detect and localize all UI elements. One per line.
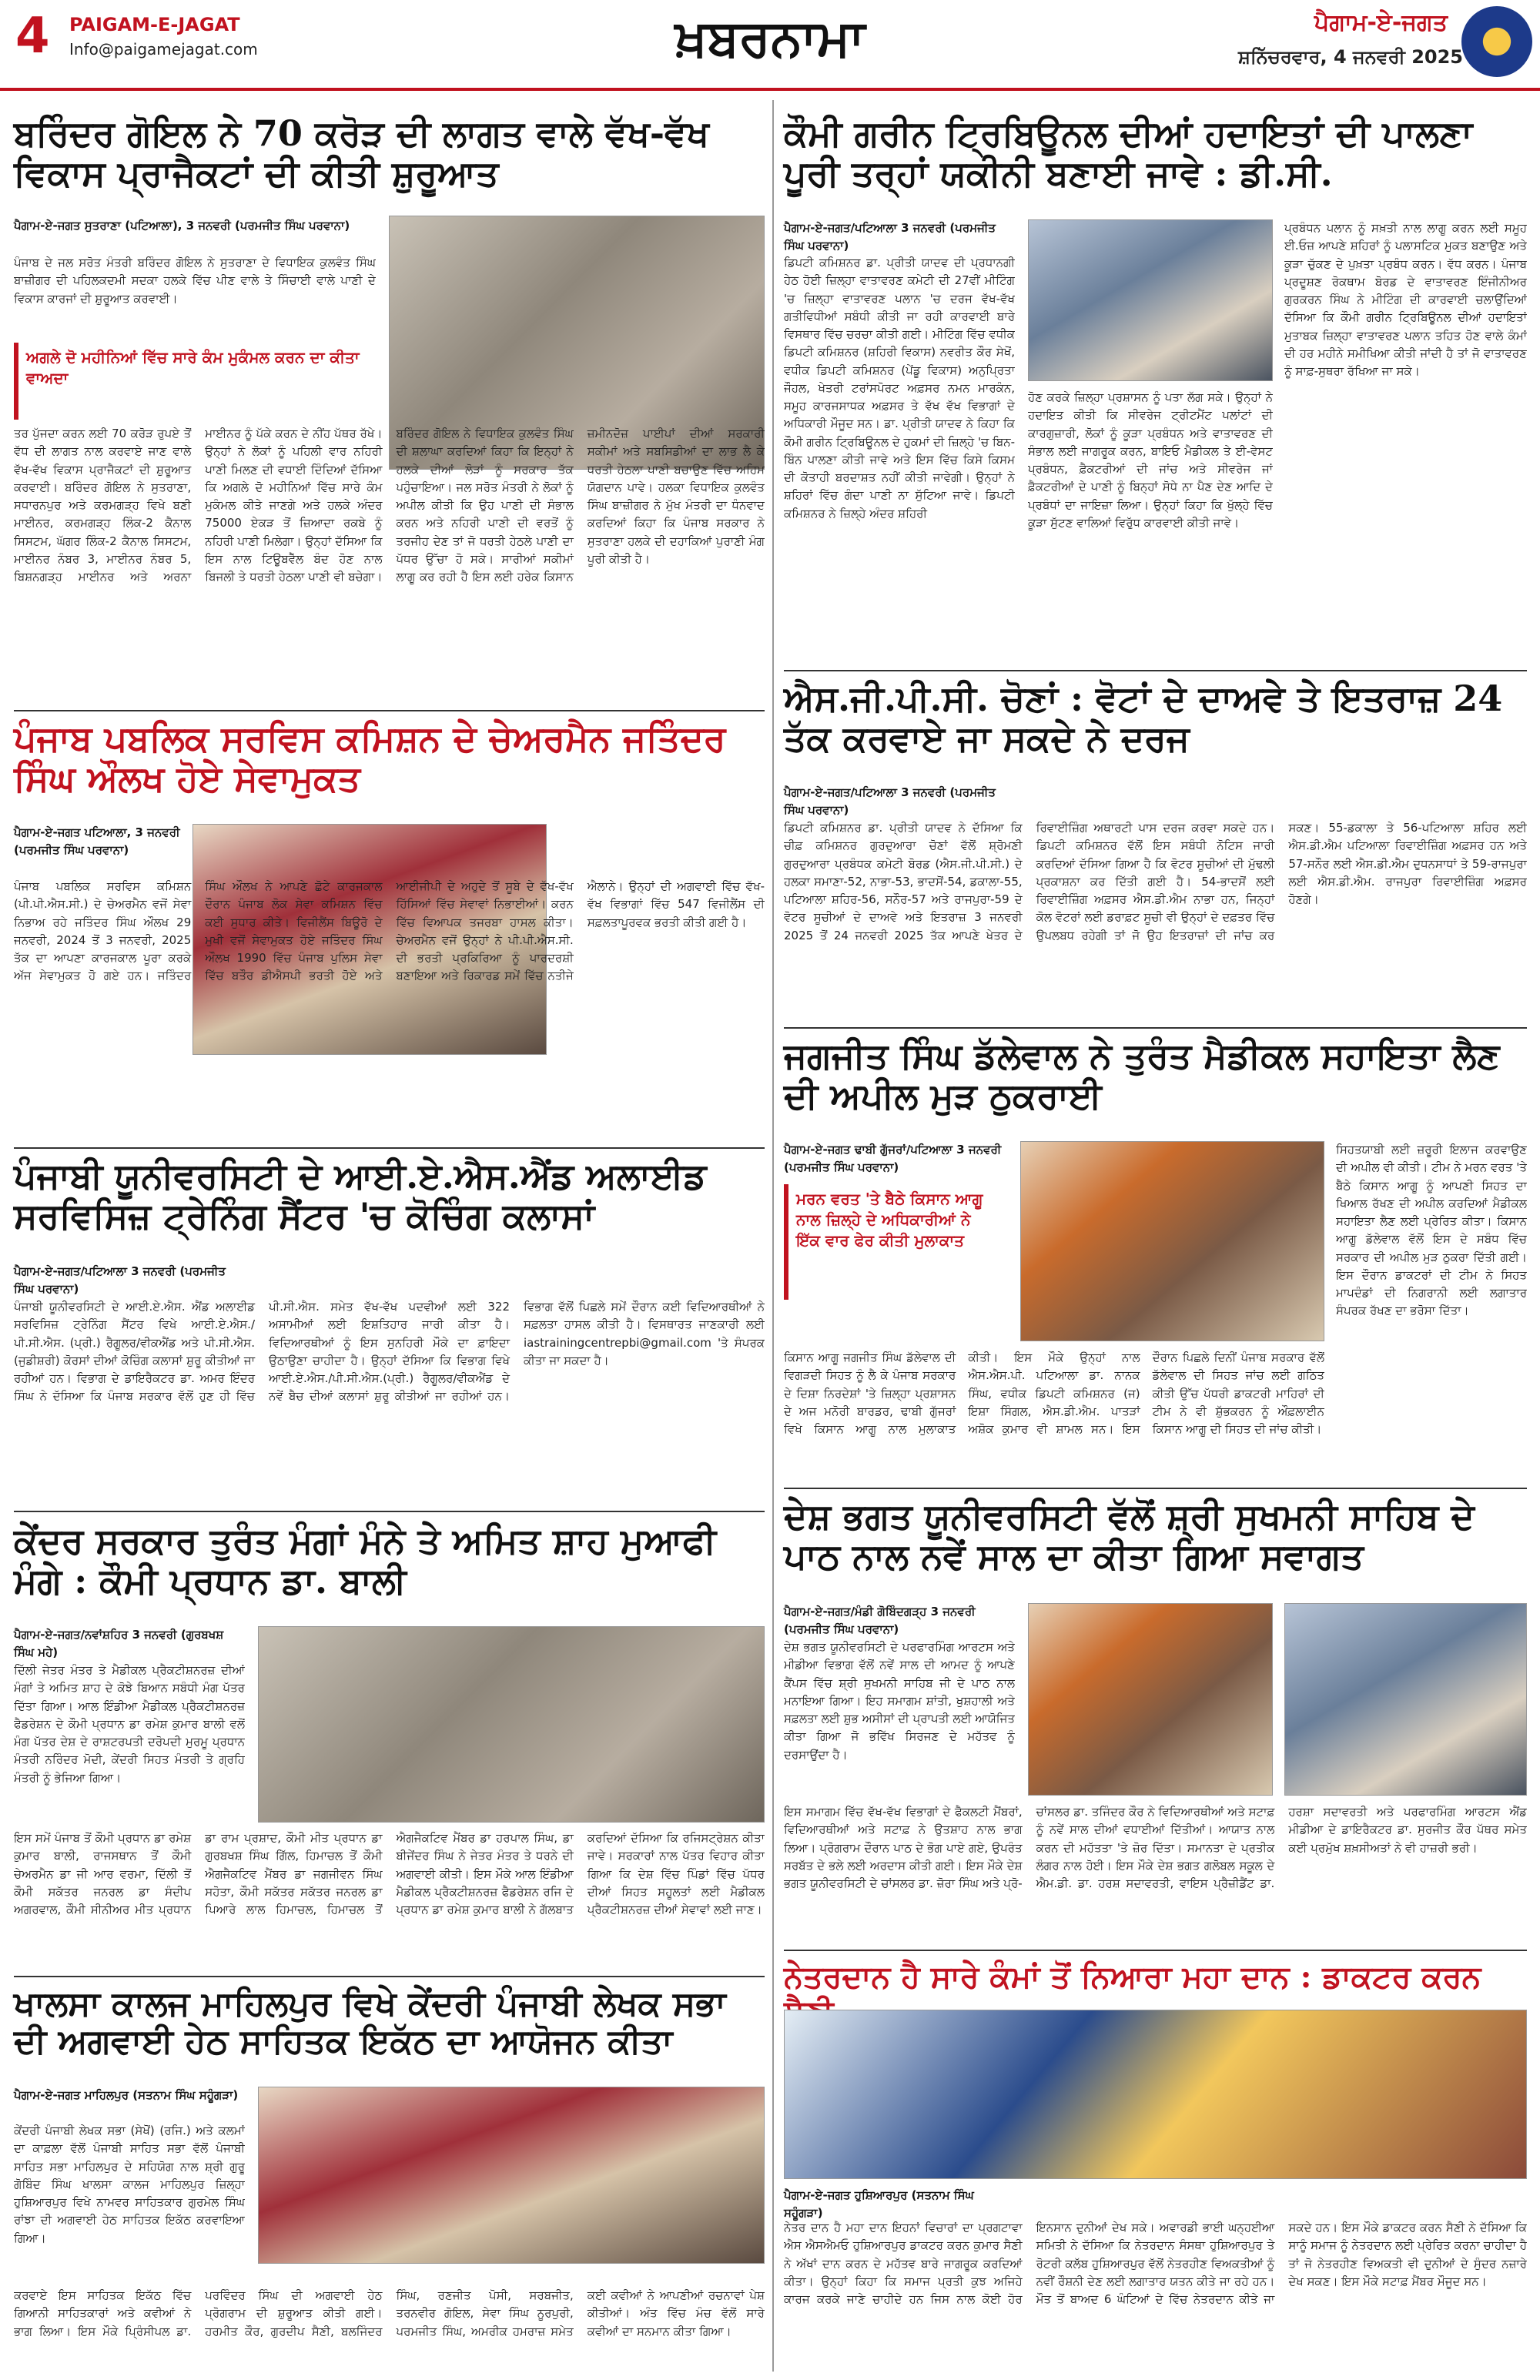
a6-dateline: ਪੈਗਾਮ-ਏ-ਜਗਤ/ਪਟਿਆਲਾ 3 ਜਨਵਰੀ (ਪਰਮਜੀਤ ਸਿੰਘ ਪਰਵਾਨਾ) xyxy=(14,1264,226,1296)
divider xyxy=(784,1027,1527,1029)
a9-dateline: ਪੈਗਾਮ-ਏ-ਜਗਤ ਹੁਸ਼ਿਆਰਪੁਰ (ਸਤਨਾਮ ਸਿੰਘ ਸਹੂੰਗੜਾ) xyxy=(784,2188,974,2220)
issue-date: ਸ਼ਨਿੱਚਰਵਾਰ, 4 ਜਨਵਰੀ 2025 xyxy=(1237,46,1463,68)
a6-headline: ਪੰਜਾਬੀ ਯੂਨੀਵਰਸਿਟੀ ਦੇ ਆਈ.ਏ.ਐਸ.ਐਂਡ ਅਲਾਈਡ ਸਰਵਿਸਿਜ਼ ਟ੍ਰੇਨਿੰਗ ਸੈਂਟਰ 'ਚ ਕੋਚਿੰਗ ਕਲਾਸਾਂ xyxy=(14,1155,707,1237)
a5-body-left: ਕਿਸਾਨ ਆਗੂ ਜਗਜੀਤ ਸਿੰਘ ਡੱਲੇਵਾਲ ਦੀ ਵਿਗੜਦੀ ਸਿਹਤ ਨੂੰ ਲੈ ਕੇ ਪੰਜਾਬ ਸਰਕਾਰ ਦੇ ਦਿਸ਼ਾ ਨਿਰਦੇਸ਼ਾਂ 'ਤੇ ਜ਼ਿਲ੍ਹਾ ਪ੍ਰਸ਼ਾਸਨ ਦੇ ਅਜ ਮਨੋਰੀ ਬਾਰਡਰ, ਢਾਬੀ ਗੁੱਜਰਾਂ ਵਿਖੇ ਕਿਸਾਨ ਆਗੂ ਨਾਲ ਮੁਲਾਕਾਤ ਕੀਤੀ। ਇਸ ਮੌਕੇ ਉਨ੍ਹਾਂ ਨਾਲ ਐਸ.ਐਸ.ਪੀ. ਪਟਿਆਲਾ ਡਾ. ਨਾਨਕ ਸਿੰਘ, ਵਧੀਕ ਡਿਪਟੀ ਕਮਿਸ਼ਨਰ (ਜ) ਇਸ਼ਾ ਸਿੰਗਲ, ਐਸ.ਡੀ.ਐਮ. ਪਾਤੜਾਂ ਅਸ਼ੋਕ ਕੁਮਾਰ ਵੀ ਸ਼ਾਮਲ ਸਨ। ਇਸ ਦੌਰਾਨ ਪਿਛਲੇ ਦਿਨੀਂ ਪੰਜਾਬ ਸਰਕਾਰ ਵੱਲੋਂ ਡੱਲੇਵਾਲ ਦੀ ਸਿਹਤ ਜਾਂਚ ਲਈ ਗਠਿਤ ਕੀਤੀ ਉੱਚ ਪੱਧਰੀ ਡਾਕਟਰੀ ਮਾਹਿਰਾਂ ਦੀ ਟੀਮ ਨੇ ਵੀ ਸ਼ੁੱਭਕਰਨ ਨੂੰ ਔਫ਼ਲਾਈਨ ਕਿਸਾਨ ਆਗੂ ਦੀ ਸਿਹਤ ਦੀ ਜਾਂਚ ਕੀਤੀ। xyxy=(784,1351,1324,1436)
a1-callout: ਅਗਲੇ ਦੋ ਮਹੀਨਿਆਂ ਵਿੱਚ ਸਾਰੇ ਕੰਮ ਮੁਕੰਮਲ ਕਰਨ ਦਾ ਕੀਤਾ ਵਾਅਦਾ xyxy=(14,343,376,420)
a10-photo xyxy=(258,2087,765,2264)
a1-body: ਤਰ ਪੁੱਜਦਾ ਕਰਨ ਲਈ 70 ਕਰੋੜ ਰੁਪਏ ਤੋਂ ਵੱਧ ਦੀ ਲਾਗਤ ਨਾਲ ਕਰਵਾਏ ਜਾਣ ਵਾਲੇ ਵੱਖ-ਵੱਖ ਵਿਕਾਸ ਪ੍ਰਾਜੈਕਟਾਂ ਦੀ ਸ਼ੁਰੂਆਤ ਕਰਵਾਈ। ਬਰਿੰਦਰ ਗੋਇਲ ਨੇ ਸੁਤਰਾਣਾ, ਸਧਾਰਨਪੁਰ ਅਤੇ ਕਰਮਗੜ੍ਹ ਵਿਖੇ ਬਣੀ ਮਾਈਨਰ, ਕਰਮਗੜ੍ਹ ਲਿੰਕ-2 ਕੈਨਾਲ ਸਿਸਟਮ, ਘੱਗਰ ਲਿੰਕ-2 ਕੈਨਾਲ ਸਿਸਟਮ, ਮਾਈਨਰ ਨੰਬਰ 3, ਮਾਈਨਰ ਨੰਬਰ 5, ਬਿਸ਼ਨਗੜ੍ਹ ਮਾਈਨਰ ਅਤੇ ਅਰਨਾ ਮਾਈਨਰ ਨੂੰ ਪੱਕੇ ਕਰਨ ਦੇ ਨੀਂਹ ਪੱਥਰ ਰੱਖੇ। ਉਨ੍ਹਾਂ ਨੇ ਲੋਕਾਂ ਨੂੰ ਪਹਿਲੀ ਵਾਰ ਨਹਿਰੀ ਪਾਣੀ ਮਿਲਣ ਦੀ ਵਧਾਈ ਦਿੰਦਿਆਂ ਦੱਸਿਆ ਕਿ ਅਗਲੇ ਦੋ ਮਹੀਨਿਆਂ ਵਿੱਚ ਸਾਰੇ ਕੰਮ ਮੁਕੰਮਲ ਕੀਤੇ ਜਾਣਗੇ ਅਤੇ ਹਲਕੇ ਅੰਦਰ 75000 ਏਕੜ ਤੋਂ ਜ਼ਿਆਦਾ ਰਕਬੇ ਨੂੰ ਨਹਿਰੀ ਪਾਣੀ ਮਿਲੇਗਾ। ਉਨ੍ਹਾਂ ਦੱਸਿਆ ਕਿ ਇਸ ਨਾਲ ਟਿਊਬਵੈੱਲ ਬੰਦ ਹੋਣ ਨਾਲ ਬਿਜਲੀ ਤੇ ਧਰਤੀ ਹੇਠਲਾ ਪਾਣੀ ਵੀ ਬਚੇਗਾ। ਬਰਿੰਦਰ ਗੋਇਲ ਨੇ ਵਿਧਾਇਕ ਕੁਲਵੰਤ ਸਿੰਘ ਦੀ ਸ਼ਲਾਘਾ ਕਰਦਿਆਂ ਕਿਹਾ ਕਿ ਇਨ੍ਹਾਂ ਨੇ ਹਲਕੇ ਦੀਆਂ ਲੋੜਾਂ ਨੂੰ ਸਰਕਾਰ ਤੱਕ ਪਹੁੰਚਾਇਆ। ਜਲ ਸਰੋਤ ਮੰਤਰੀ ਨੇ ਲੋਕਾਂ ਨੂੰ ਅਪੀਲ ਕੀਤੀ ਕਿ ਉਹ ਪਾਣੀ ਦੀ ਸੰਭਾਲ ਕਰਨ ਅਤੇ ਨਹਿਰੀ ਪਾਣੀ ਦੀ ਵਰਤੋਂ ਨੂੰ ਤਰਜੀਹ ਦੇਣ ਤਾਂ ਜੋ ਧਰਤੀ ਹੇਠਲੇ ਪਾਣੀ ਦਾ ਪੱਧਰ ਉੱਚਾ ਹੋ ਸਕੇ। ਸਾਰੀਆਂ ਸਕੀਮਾਂ ਲਾਗੂ ਕਰ ਰਹੀ ਹੈ ਇਸ ਲਈ ਹਰੇਕ ਕਿਸਾਨ ਜ਼ਮੀਨਦੋਜ਼ ਪਾਈਪਾਂ ਦੀਆਂ ਸਰਕਾਰੀ ਸਕੀਮਾਂ ਅਤੇ ਸਬਸਿਡੀਆਂ ਦਾ ਲਾਭ ਲੈ ਕੇ ਧਰਤੀ ਹੇਠਲਾ ਪਾਣੀ ਬਚਾਉਣ ਵਿੱਚ ਅਹਿਮ ਯੋਗਦਾਨ ਪਾਵੇ। ਹਲਕਾ ਵਿਧਾਇਕ ਕੁਲਵੰਤ ਸਿੰਘ ਬਾਜ਼ੀਗਰ ਨੇ ਮੁੱਖ ਮੰਤਰੀ ਦਾ ਧੰਨਵਾਦ ਕਰਦਿਆਂ ਕਿਹਾ ਕਿ ਪੰਜਾਬ ਸਰਕਾਰ ਨੇ ਸੁਤਰਾਣਾ ਹਲਕੇ ਦੀ ਦਹਾਕਿਆਂ ਪੁਰਾਣੀ ਮੰਗ ਪੂਰੀ ਕੀਤੀ ਹੈ। xyxy=(14,427,765,584)
a10-body: ਕਰਵਾਏ ਇਸ ਸਾਹਿਤਕ ਇਕੱਠ ਵਿੱਚ ਗਿਆਨੀ ਸਾਹਿਤਕਾਰਾਂ ਅਤੇ ਕਵੀਆਂ ਨੇ ਭਾਗ ਲਿਆ। ਇਸ ਮੌਕੇ ਪ੍ਰਿੰਸੀਪਲ ਡਾ. ਪਰਵਿੰਦਰ ਸਿੰਘ ਦੀ ਅਗਵਾਈ ਹੇਠ ਪ੍ਰੋਗਰਾਮ ਦੀ ਸ਼ੁਰੂਆਤ ਕੀਤੀ ਗਈ। ਹਰਮੀਤ ਕੌਰ, ਗੁਰਦੀਪ ਸੈਣੀ, ਬਲਜਿੰਦਰ ਸਿੰਘ, ਰਣਜੀਤ ਪੋਸੀ, ਸਰਬਜੀਤ, ਤਰਨਵੀਰ ਗੋਇਲ, ਸੇਵਾ ਸਿੰਘ ਨੂਰਪੁਰੀ, ਪਰਮਜੀਤ ਸਿੰਘ, ਅਮਰੀਕ ਹਮਰਾਜ਼ ਸਮੇਤ ਕਈ ਕਵੀਆਂ ਨੇ ਆਪਣੀਆਂ ਰਚਨਾਵਾਂ ਪੇਸ਼ ਕੀਤੀਆਂ। ਅੰਤ ਵਿੱਚ ਮੰਚ ਵੱਲੋਂ ਸਾਰੇ ਕਵੀਆਂ ਦਾ ਸਨਮਾਨ ਕੀਤਾ ਗਿਆ। xyxy=(14,2288,765,2338)
a3-body: ਡਿਪਟੀ ਕਮਿਸ਼ਨਰ ਡਾ. ਪ੍ਰੀਤੀ ਯਾਦਵ ਨੇ ਦੱਸਿਆ ਕਿ ਚੀਫ਼ ਕਮਿਸ਼ਨਰ ਗੁਰਦੁਆਰਾ ਚੋਣਾਂ ਵੱਲੋਂ ਸ਼੍ਰੋਮਣੀ ਗੁਰਦੁਆਰਾ ਪ੍ਰਬੰਧਕ ਕਮੇਟੀ ਬੋਰਡ (ਐਸ.ਜੀ.ਪੀ.ਸੀ.) ਦੇ ਹਲਕਾ ਸਮਾਣਾ-52, ਨਾਭਾ-53, ਭਾਦਸੋਂ-54, ਡਕਾਲਾ-55, ਪਟਿਆਲਾ ਸ਼ਹਿਰ-56, ਸਨੌਰ-57 ਅਤੇ ਰਾਜਪੁਰਾ-59 ਦੇ ਵੋਟਰ ਸੂਚੀਆਂ ਦੇ ਦਾਅਵੇ ਅਤੇ ਇਤਰਾਜ਼ 3 ਜਨਵਰੀ 2025 ਤੋਂ 24 ਜਨਵਰੀ 2025 ਤੱਕ ਆਪਣੇ ਖੇਤਰ ਦੇ ਰਿਵਾਈਜ਼ਿੰਗ ਅਥਾਰਟੀ ਪਾਸ ਦਰਜ ਕਰਵਾ ਸਕਦੇ ਹਨ। ਡਿਪਟੀ ਕਮਿਸ਼ਨਰ ਵੱਲੋਂ ਇਸ ਸਬੰਧੀ ਨੋਟਿਸ ਜਾਰੀ ਕਰਦਿਆਂ ਦੱਸਿਆ ਗਿਆ ਹੈ ਕਿ ਵੋਟਰ ਸੂਚੀਆਂ ਦੀ ਮੁੱਢਲੀ ਪ੍ਰਕਾਸ਼ਨਾ ਕਰ ਦਿੱਤੀ ਗਈ ਹੈ। 54-ਭਾਦਸੋਂ ਲਈ ਰਿਵਾਈਜ਼ਿੰਗ ਅਫ਼ਸਰ ਐਸ.ਡੀ.ਐਮ ਨਾਭਾ ਹਨ, ਜਿਨ੍ਹਾਂ ਕੋਲ ਵੋਟਰਾਂ ਲਈ ਡਰਾਫ਼ਟ ਸੂਚੀ ਵੀ ਉਨ੍ਹਾਂ ਦੇ ਦਫ਼ਤਰ ਵਿੱਚ ਉਪਲਬਧ ਰਹੇਗੀ ਤਾਂ ਜੋ ਉਹ ਇਤਰਾਜ਼ਾਂ ਦੀ ਜਾਂਚ ਕਰ ਸਕਣ। 55-ਡਕਾਲਾ ਤੇ 56-ਪਟਿਆਲਾ ਸ਼ਹਿਰ ਲਈ ਐਸ.ਡੀ.ਐਮ ਪਟਿਆਲਾ ਰਿਵਾਈਜ਼ਿੰਗ ਅਫ਼ਸਰ ਹਨ ਅਤੇ 57-ਸਨੌਰ ਲਈ ਐਸ.ਡੀ.ਐਮ ਦੁਧਨਸਾਧਾਂ ਤੇ 59-ਰਾਜਪੁਰਾ ਲਈ ਐਸ.ਡੀ.ਐਮ. ਰਾਜਪੁਰਾ ਰਿਵਾਈਜ਼ਿੰਗ ਅਫ਼ਸਰ ਹੋਣਗੇ। xyxy=(784,821,1527,942)
a1-body-top: ਪੰਜਾਬ ਦੇ ਜਲ ਸਰੋਤ ਮੰਤਰੀ ਬਰਿੰਦਰ ਗੋਇਲ ਨੇ ਸੁਤਰਾਣਾ ਦੇ ਵਿਧਾਇਕ ਕੁਲਵੰਤ ਸਿੰਘ ਬਾਜ਼ੀਗਰ ਦੀ ਪਹਿਲਕਦਮੀ ਸਦਕਾ ਹਲਕੇ ਵਿੱਚ ਪੀਣ ਵਾਲੇ ਤੇ ਸਿੰਚਾਈ ਵਾਲੇ ਪਾਣੀ ਦੇ ਵਿਕਾਸ ਕਾਰਜਾਂ ਦੀ ਸ਼ੁਰੂਆਤ ਕਰਵਾਈ। xyxy=(14,256,376,306)
a5-body-right: ਸਿਹਤਯਾਬੀ ਲਈ ਜ਼ਰੂਰੀ ਇਲਾਜ ਕਰਵਾਉਣ ਦੀ ਅਪੀਲ ਵੀ ਕੀਤੀ। ਟੀਮ ਨੇ ਮਰਨ ਵਰਤ 'ਤੇ ਬੈਠੇ ਕਿਸਾਨ ਆਗੂ ਨੂੰ ਆਪਣੀ ਸਿਹਤ ਦਾ ਖਿਆਲ ਰੱਖਣ ਦੀ ਅਪੀਲ ਕਰਦਿਆਂ ਮੈਡੀਕਲ ਸਹਾਇਤਾ ਲੈਣ ਲਈ ਪ੍ਰੇਰਿਤ ਕੀਤਾ। ਕਿਸਾਨ ਆਗੂ ਡੱਲੇਵਾਲ ਵੱਲੋਂ ਇਸ ਦੇ ਸਬੰਧ ਵਿੱਚ ਸਰਕਾਰ ਦੀ ਅਪੀਲ ਮੁੜ ਠੁਕਰਾ ਦਿੱਤੀ ਗਈ। ਇਸ ਦੌਰਾਨ ਡਾਕਟਰਾਂ ਦੀ ਟੀਮ ਨੇ ਸਿਹਤ ਮਾਪਦੰਡਾਂ ਦੀ ਨਿਗਰਾਨੀ ਲਈ ਲਗਾਤਾਰ ਸੰਪਰਕ ਰੱਖਣ ਦਾ ਭਰੋਸਾ ਦਿੱਤਾ। xyxy=(1336,1143,1527,1318)
a2-body-left: ਡਿਪਟੀ ਕਮਿਸ਼ਨਰ ਡਾ. ਪ੍ਰੀਤੀ ਯਾਦਵ ਦੀ ਪ੍ਰਧਾਨਗੀ ਹੇਠ ਹੋਈ ਜ਼ਿਲ੍ਹਾ ਵਾਤਾਵਰਣ ਕਮੇਟੀ ਦੀ 27ਵੀਂ ਮੀਟਿੰਗ 'ਚ ਜ਼ਿਲ੍ਹਾ ਵਾਤਾਵਰਣ ਪਲਾਨ 'ਚ ਦਰਜ ਵੱਖ-ਵੱਖ ਗਤੀਵਿਧੀਆਂ ਸਬੰਧੀ ਕੀਤੀ ਜਾ ਰਹੀ ਕਾਰਵਾਈ ਬਾਰੇ ਵਿਸਥਾਰ ਵਿੱਚ ਚਰਚਾ ਕੀਤੀ ਗਈ। ਮੀਟਿੰਗ ਵਿੱਚ ਵਧੀਕ ਡਿਪਟੀ ਕਮਿਸ਼ਨਰ (ਸ਼ਹਿਰੀ ਵਿਕਾਸ) ਨਵਰੀਤ ਕੌਰ ਸੇਖੋਂ, ਵਧੀਕ ਡਿਪਟੀ ਕਮਿਸ਼ਨਰ (ਪੇਂਡੂ ਵਿਕਾਸ) ਅਨੁਪ੍ਰਿਤਾ ਜੌਹਲ, ਖੇਤਰੀ ਟਰਾਂਸਪੋਰਟ ਅਫ਼ਸਰ ਨਮਨ ਮਾਰਕੰਨ, ਸਮੂਹ ਕਾਰਜਸਾਧਕ ਅਫ਼ਸਰ ਤੇ ਵੱਖ ਵੱਖ ਵਿਭਾਗਾਂ ਦੇ ਅਧਿਕਾਰੀ ਮੌਜੂਦ ਸਨ। ਡਾ. ਪ੍ਰੀਤੀ ਯਾਦਵ ਨੇ ਕਿਹਾ ਕਿ ਕੌਮੀ ਗਰੀਨ ਟ੍ਰਿਬਿਊਨਲ ਦੇ ਹੁਕਮਾਂ ਦੀ ਜ਼ਿਲ੍ਹੇ 'ਚ ਬਿਨ-ਬਿੰਨ ਪਾਲਣਾ ਕੀਤੀ ਜਾਵੇ ਅਤੇ ਇਸ ਵਿੱਚ ਕਿਸੇ ਕਿਸਮ ਦੀ ਕੋਤਾਹੀ ਬਰਦਾਸ਼ਤ ਨਹੀਂ ਕੀਤੀ ਜਾਵੇਗੀ। ਉਨ੍ਹਾਂ ਨੇ ਸ਼ਹਿਰਾਂ ਵਿੱਚ ਗੰਦਾ ਪਾਣੀ ਨਾ ਸੁੱਟਿਆ ਜਾਵੇ। ਡਿਪਟੀ ਕਮਿਸ਼ਨਰ ਨੇ ਜ਼ਿਲ੍ਹੇ ਅੰਦਰ ਸ਼ਹਿਰੀ xyxy=(784,256,1015,521)
divider xyxy=(784,1488,1527,1489)
a2-headline: ਕੌਮੀ ਗਰੀਨ ਟ੍ਰਿਬਿਊਨਲ ਦੀਆਂ ਹਦਾਇਤਾਂ ਦੀ ਪਾਲਣਾ ਪੂਰੀ ਤਰ੍ਹਾਂ ਯਕੀਨੀ ਬਣਾਈ ਜਾਵੇ : ਡੀ.ਸੀ. xyxy=(784,112,1473,194)
a5-callout: ਮਰਨ ਵਰਤ 'ਤੇ ਬੈਠੇ ਕਿਸਾਨ ਆਗੂ ਨਾਲ ਜ਼ਿਲ੍ਹੇ ਦੇ ਅਧਿਕਾਰੀਆਂ ਨੇ ਇੱਕ ਵਾਰ ਫੇਰ ਕੀਤੀ ਮੁਲਾਕਾਤ xyxy=(784,1184,1007,1300)
a6-body: ਪੰਜਾਬੀ ਯੂਨੀਵਰਸਿਟੀ ਦੇ ਆਈ.ਏ.ਐਸ. ਐਂਡ ਅਲਾਈਡ ਸਰਵਿਸਿਜ਼ ਟ੍ਰੇਨਿੰਗ ਸੈਂਟਰ ਵਿਖੇ ਆਈ.ਏ.ਐਸ./ਪੀ.ਸੀ.ਐਸ. (ਪ੍ਰੀ.) ਰੈਗੂਲਰ/ਵੀਕਐਂਡ ਅਤੇ ਪੀ.ਸੀ.ਐਸ. (ਜੁਡੀਸ਼ਰੀ) ਕੋਰਸਾਂ ਦੀਆਂ ਕੋਚਿੰਗ ਕਲਾਸਾਂ ਸ਼ੁਰੂ ਕੀਤੀਆਂ ਜਾ ਰਹੀਆਂ ਹਨ। ਵਿਭਾਗ ਦੇ ਡਾਇਰੈਕਟਰ ਡਾ. ਅਮਰ ਇੰਦਰ ਸਿੰਘ ਨੇ ਦੱਸਿਆ ਕਿ ਪੰਜਾਬ ਸਰਕਾਰ ਵੱਲੋਂ ਹੁਣ ਹੀ ਵਿੱਚ ਪੀ.ਸੀ.ਐਸ. ਸਮੇਤ ਵੱਖ-ਵੱਖ ਪਦਵੀਆਂ ਲਈ 322 ਅਸਾਮੀਆਂ ਲਈ ਇਸ਼ਤਿਹਾਰ ਜਾਰੀ ਕੀਤਾ ਹੈ। ਵਿਦਿਆਰਥੀਆਂ ਨੂੰ ਇਸ ਸੁਨਹਿਰੀ ਮੌਕੇ ਦਾ ਫ਼ਾਇਦਾ ਉਠਾਉਣਾ ਚਾਹੀਦਾ ਹੈ। ਉਨ੍ਹਾਂ ਦੱਸਿਆ ਕਿ ਵਿਭਾਗ ਵਿਖੇ ਆਈ.ਏ.ਐਸ./ਪੀ.ਸੀ.ਐਸ.(ਪ੍ਰੀ.) ਰੈਗੂਲਰ/ਵੀਕਐਂਡ ਦੇ ਨਵੇਂ ਬੈਚ ਦੀਆਂ ਕਲਾਸਾਂ ਸ਼ੁਰੂ ਕੀਤੀਆਂ ਜਾ ਰਹੀਆਂ ਹਨ। ਵਿਭਾਗ ਵੱਲੋਂ ਪਿਛਲੇ ਸਮੇਂ ਦੌਰਾਨ ਕਈ ਵਿਦਿਆਰਥੀਆਂ ਨੇ ਸਫ਼ਲਤਾ ਹਾਸਲ ਕੀਤੀ ਹੈ। ਵਿਸਥਾਰਤ ਜਾਣਕਾਰੀ ਲਈ iastrainingcentrepbi@gmail.com 'ਤੇ ਸੰਪਰਕ ਕੀਤਾ ਜਾ ਸਕਦਾ ਹੈ। xyxy=(14,1300,765,1404)
a1-dateline: ਪੈਗਾਮ-ਏ-ਜਗਤ ਸੁਤਰਾਣਾ (ਪਟਿਆਲਾ), 3 ਜਨਵਰੀ (ਪਰਮਜੀਤ ਸਿੰਘ ਪਰਵਾਨਾ) xyxy=(14,219,350,233)
a7-body-top: ਦੇਸ਼ ਭਗਤ ਯੂਨੀਵਰਸਿਟੀ ਦੇ ਪਰਫਾਰਮਿੰਗ ਆਰਟਸ ਅਤੇ ਮੀਡੀਆ ਵਿਭਾਗ ਵੱਲੋਂ ਨਵੇਂ ਸਾਲ ਦੀ ਆਮਦ ਨੂੰ ਆਪਣੇ ਕੈਂਪਸ ਵਿੱਚ ਸ਼੍ਰੀ ਸੁਖਮਨੀ ਸਾਹਿਬ ਜੀ ਦੇ ਪਾਠ ਨਾਲ ਮਨਾਇਆ ਗਿਆ। ਇਹ ਸਮਾਗਮ ਸ਼ਾਂਤੀ, ਖੁਸ਼ਹਾਲੀ ਅਤੇ ਸਫ਼ਲਤਾ ਲਈ ਸ਼ੁਭ ਅਸੀਸਾਂ ਦੀ ਪ੍ਰਾਪਤੀ ਲਈ ਆਯੋਜਿਤ ਕੀਤਾ ਗਿਆ ਜੋ ਭਵਿੱਖ ਸਿਰਜਣ ਦੇ ਮਹੱਤਵ ਨੂੰ ਦਰਸਾਉਂਦਾ ਹੈ। xyxy=(784,1640,1015,1762)
a3-headline: ਐਸ.ਜੀ.ਪੀ.ਸੀ. ਚੋਣਾਂ : ਵੋਟਾਂ ਦੇ ਦਾਅਵੇ ਤੇ ਇਤਰਾਜ਼ 24 ਤੱਕ ਕਰਵਾਏ ਜਾ ਸਕਦੇ ਨੇ ਦਰਜ xyxy=(784,678,1503,759)
a9-photo xyxy=(784,2010,1527,2179)
a7-photo-2 xyxy=(1284,1603,1527,1796)
divider xyxy=(784,1950,1527,1951)
a9-headline: ਨੇਤਰਦਾਨ ਹੈ ਸਾਰੇ ਕੰਮਾਂ ਤੋਂ ਨਿਆਰਾ ਮਹਾ ਦਾਨ : ਡਾਕਟਰ ਕਰਨ xyxy=(784,1959,1481,1995)
a8-headline: ਕੇਂਦਰ ਸਰਕਾਰ ਤੁਰੰਤ ਮੰਗਾਂ ਮੰਨੇ ਤੇ ਅਮਿਤ ਸ਼ਾਹ ਮੁਆਫੀ ਮੰਗੇ : ਕੌਮੀ ਪ੍ਰਧਾਨ ਡਾ. ਬਾਲੀ xyxy=(14,1520,717,1602)
a8-body: ਇਸ ਸਮੇਂ ਪੰਜਾਬ ਤੋਂ ਕੌਮੀ ਪ੍ਰਧਾਨ ਡਾ ਰਮੇਸ਼ ਕੁਮਾਰ ਬਾਲੀ, ਰਾਜਸਥਾਨ ਤੋਂ ਕੌਮੀ ਚੇਅਰਮੈਨ ਡਾ ਜੀ ਆਰ ਵਰਮਾ, ਦਿੱਲੀ ਤੋਂ ਕੌਮੀ ਸਕੱਤਰ ਜਨਰਲ ਡਾ ਸੰਦੀਪ ਅਗਰਵਾਲ, ਕੌਮੀ ਸੀਨੀਅਰ ਮੀਤ ਪ੍ਰਧਾਨ ਡਾ ਰਾਮ ਪ੍ਰਸ਼ਾਦ, ਕੌਮੀ ਮੀਤ ਪ੍ਰਧਾਨ ਡਾ ਗੁਰਬਖਸ਼ ਸਿੰਘ ਗਿੱਲ, ਹਿਮਾਚਲ ਤੋਂ ਕੌਮੀ ਐਗਜੈਕਟਿਵ ਮੈਂਬਰ ਡਾ ਜਗਜੀਵਨ ਸਿੰਘ ਸਹੋਤਾ, ਕੌਮੀ ਸਕੱਤਰ ਸਕੱਤਰ ਜਨਰਲ ਡਾ ਪਿਆਰੇ ਲਾਲ ਹਿਮਾਚਲ, ਹਿਮਾਚਲ ਤੋਂ ਐਗਜੈਕਟਿਵ ਮੈਂਬਰ ਡਾ ਹਰਪਾਲ ਸਿੰਘ, ਡਾ ਬੀਜੇਂਦਰ ਸਿੰਘ ਨੇ ਜੇਤਰ ਮੰਤਰ ਤੇ ਧਰਨੇ ਦੀ ਅਗਵਾਈ ਕੀਤੀ। ਇਸ ਮੌਕੇ ਆਲ ਇੰਡੀਆ ਮੈਡੀਕਲ ਪ੍ਰੈਕਟੀਸ਼ਨਰਜ਼ ਫੈਡਰੇਸ਼ਨ ਰਜਿ ਦੇ ਪ੍ਰਧਾਨ ਡਾ ਰਮੇਸ਼ ਕੁਮਾਰ ਬਾਲੀ ਨੇ ਗੱਲਬਾਤ ਕਰਦਿਆਂ ਦੱਸਿਆ ਕਿ ਰਜਿਸਟ੍ਰੇਸ਼ਨ ਕੀਤਾ ਜਾਵੇ। ਸਰਕਾਰਾਂ ਨਾਲ ਪੱਤਰ ਵਿਹਾਰ ਕੀਤਾ ਗਿਆ ਕਿ ਦੇਸ਼ ਵਿੱਚ ਪਿੰਡਾਂ ਵਿੱਚ ਪੱਧਰ ਦੀਆਂ ਸਿਹਤ ਸਹੂਲਤਾਂ ਲਈ ਮੈਡੀਕਲ ਪ੍ਰੈਕਟੀਸ਼ਨਰਜ਼ ਦੀਆਂ ਸੇਵਾਵਾਂ ਲਈ ਜਾਣ। xyxy=(14,1831,765,1916)
a4-body: ਪੰਜਾਬ ਪਬਲਿਕ ਸਰਵਿਸ ਕਮਿਸ਼ਨ (ਪੀ.ਪੀ.ਐਸ.ਸੀ.) ਦੇ ਚੇਅਰਮੈਨ ਵਜੋਂ ਸੇਵਾ ਨਿਭਾਅ ਰਹੇ ਜਤਿੰਦਰ ਸਿੰਘ ਔਲਖ 29 ਜਨਵਰੀ, 2024 ਤੋਂ 3 ਜਨਵਰੀ, 2025 ਤੱਕ ਦਾ ਆਪਣਾ ਕਾਰਜਕਾਲ ਪੂਰਾ ਕਰਕੇ ਅੱਜ ਸੇਵਾਮੁਕਤ ਹੋ ਗਏ ਹਨ। ਜਤਿੰਦਰ ਸਿੰਘ ਔਲਖ ਨੇ ਆਪਣੇ ਛੋਟੇ ਕਾਰਜਕਾਲ ਦੌਰਾਨ ਪੰਜਾਬ ਲੋਕ ਸੇਵਾ ਕਮਿਸ਼ਨ ਵਿੱਚ ਕਈ ਸੁਧਾਰ ਕੀਤੇ। ਵਿਜੀਲੈਂਸ ਬਿਊਰੋ ਦੇ ਮੁਖੀ ਵਜੋਂ ਸੇਵਾਮੁਕਤ ਹੋਏ ਜਤਿੰਦਰ ਸਿੰਘ ਔਲਖ 1990 ਵਿੱਚ ਪੰਜਾਬ ਪੁਲਿਸ ਸੇਵਾ ਵਿੱਚ ਬਤੌਰ ਡੀਐਸਪੀ ਭਰਤੀ ਹੋਏ ਅਤੇ ਆਈਜੀਪੀ ਦੇ ਅਹੁਦੇ ਤੋਂ ਸੂਬੇ ਦੇ ਵੱਖ-ਵੱਖ ਹਿੱਸਿਆਂ ਵਿੱਚ ਸੇਵਾਵਾਂ ਨਿਭਾਈਆਂ। ਕਰਨ ਵਿੱਚ ਵਿਆਪਕ ਤਜਰਬਾ ਹਾਸਲ ਕੀਤਾ। ਚੇਅਰਮੈਨ ਵਜੋਂ ਉਨ੍ਹਾਂ ਨੇ ਪੀ.ਪੀ.ਐਸ.ਸੀ. ਦੀ ਭਰਤੀ ਪ੍ਰਕਿਰਿਆ ਨੂੰ ਪਾਰਦਰਸ਼ੀ ਬਣਾਇਆ ਅਤੇ ਰਿਕਾਰਡ ਸਮੇਂ ਵਿੱਚ ਨਤੀਜੇ ਐਲਾਨੇ। ਉਨ੍ਹਾਂ ਦੀ ਅਗਵਾਈ ਵਿੱਚ ਵੱਖ-ਵੱਖ ਵਿਭਾਗਾਂ ਵਿੱਚ 547 ਵਿਜੀਲੈਂਸ ਦੀ ਸਫ਼ਲਤਾਪੂਰਵਕ ਭਰਤੀ ਕੀਤੀ ਗਈ ਹੈ। xyxy=(14,879,765,983)
a10-body-top: ਕੇਂਦਰੀ ਪੰਜਾਬੀ ਲੇਖਕ ਸਭਾ (ਸੇਖੋਂ) (ਰਜਿ.) ਅਤੇ ਕਲਮਾਂ ਦਾ ਕਾਫ਼ਲਾ ਵੱਲੋਂ ਪੰਜਾਬੀ ਸਾਹਿਤ ਸਭਾ ਵੱਲੋਂ ਪੰਜਾਬੀ ਸਾਹਿਤ ਸਭਾ ਮਾਹਿਲਪੁਰ ਦੇ ਸਹਿਯੋਗ ਨਾਲ ਸ਼੍ਰੀ ਗੁਰੂ ਗੋਬਿੰਦ ਸਿੰਘ ਖਾਲਸਾ ਕਾਲਜ ਮਾਹਿਲਪੁਰ ਜ਼ਿਲ੍ਹਾ ਹੁਸ਼ਿਆਰਪੁਰ ਵਿਖੇ ਨਾਮਵਰ ਸਾਹਿਤਕਾਰ ਗੁਰਮੇਲ ਸਿੰਘ ਰਾਂਝਾ ਦੀ ਅਗਵਾਈ ਹੇਠ ਸਾਹਿਤਕ ਇਕੱਠ ਕਰਵਾਇਆ ਗਿਆ। xyxy=(14,2124,245,2245)
a2-dateline: ਪੈਗਾਮ-ਏ-ਜਗਤ/ਪਟਿਆਲਾ 3 ਜਨਵਰੀ (ਪਰਮਜੀਤ ਸਿੰਘ ਪਰਵਾਨਾ) xyxy=(784,221,996,253)
column-divider xyxy=(772,100,774,2372)
a4-dateline: ਪੈਗਾਮ-ਏ-ਜਗਤ ਪਟਿਆਲਾ, 3 ਜਨਵਰੀ (ਪਰਮਜੀਤ ਸਿੰਘ ਪਰਵਾਨਾ) xyxy=(14,825,180,857)
divider xyxy=(14,1511,765,1512)
logo-text: ਪੈਗਾਮ-ਏ-ਜਗਤ xyxy=(1314,9,1448,36)
divider xyxy=(14,1147,765,1149)
a8-dateline: ਪੈਗਾਮ-ਏ-ਜਗਤ/ਨਵਾਂਸ਼ਹਿਰ 3 ਜਨਵਰੀ (ਗੁਰਬਖਸ਼ ਸਿੰਘ ਮਹੇ) xyxy=(14,1628,224,1659)
brand-name: PAIGAM-E-JAGAT xyxy=(69,14,240,35)
a3-dateline: ਪੈਗਾਮ-ਏ-ਜਗਤ/ਪਟਿਆਲਾ 3 ਜਨਵਰੀ (ਪਰਮਜੀਤ ਸਿੰਘ ਪਰਵਾਨਾ) xyxy=(784,785,996,817)
a10-headline: ਖਾਲਸਾ ਕਾਲਜ ਮਾਹਿਲਪੁਰ ਵਿਖੇ ਕੇਂਦਰੀ ਪੰਜਾਬੀ ਲੇਖਕ ਸਭਾ ਦੀ ਅਗਵਾਈ ਹੇਠ ਸਾਹਿਤਕ ਇਕੱਠ ਦਾ ਆਯੋਜਨ ਕੀਤਾ xyxy=(14,1984,726,2062)
a9-body: ਨੇਤਰ ਦਾਨ ਹੈ ਮਹਾ ਦਾਨ ਇਹਨਾਂ ਵਿਚਾਰਾਂ ਦਾ ਪ੍ਰਗਟਾਵਾ ਐਸ ਐਸਐਮਓ ਹੁਸ਼ਿਆਰਪੁਰ ਡਾਕਟਰ ਕਰਨ ਕੁਮਾਰ ਸੈਣੀ ਨੇ ਅੱਖਾਂ ਦਾਨ ਕਰਨ ਦੇ ਮਹੱਤਵ ਬਾਰੇ ਜਾਗਰੂਕ ਕਰਦਿਆਂ ਕੀਤਾ। ਉਨ੍ਹਾਂ ਕਿਹਾ ਕਿ ਸਮਾਜ ਪ੍ਰਤੀ ਕੁਝ ਅਜਿਹੇ ਕਾਰਜ ਕਰਕੇ ਜਾਣੇ ਚਾਹੀਦੇ ਹਨ ਜਿਸ ਨਾਲ ਕੋਈ ਹੋਰ ਇਨਸਾਨ ਦੁਨੀਆਂ ਦੇਖ ਸਕੇ। ਅਵਾਰਡੀ ਭਾਈ ਘਨ੍ਹਈਆ ਸਮਿਤੀ ਨੇ ਦੱਸਿਆ ਕਿ ਨੇਤਰਦਾਨ ਸੰਸਥਾ ਹੁਸ਼ਿਆਰਪੁਰ ਤੇ ਰੋਟਰੀ ਕਲੱਬ ਹੁਸ਼ਿਆਰਪੁਰ ਵੱਲੋਂ ਨੇਤਰਹੀਣ ਵਿਅਕਤੀਆਂ ਨੂੰ ਨਵੀਂ ਰੌਸ਼ਨੀ ਦੇਣ ਲਈ ਲਗਾਤਾਰ ਯਤਨ ਕੀਤੇ ਜਾ ਰਹੇ ਹਨ। ਮੌਤ ਤੋਂ ਬਾਅਦ 6 ਘੰਟਿਆਂ ਦੇ ਵਿੱਚ ਨੇਤਰਦਾਨ ਕੀਤੇ ਜਾ ਸਕਦੇ ਹਨ। ਇਸ ਮੌਕੇ ਡਾਕਟਰ ਕਰਨ ਸੈਣੀ ਨੇ ਦੱਸਿਆ ਕਿ ਸਾਨੂੰ ਸਮਾਜ ਨੂੰ ਨੇਤਰਦਾਨ ਲਈ ਪ੍ਰੇਰਿਤ ਕਰਨਾ ਚਾਹੀਦਾ ਹੈ ਤਾਂ ਜੋ ਨੇਤਰਹੀਣ ਵਿਅਕਤੀ ਵੀ ਦੁਨੀਆਂ ਦੇ ਸੁੰਦਰ ਨਜ਼ਾਰੇ ਦੇਖ ਸਕਣ। ਇਸ ਮੌਕੇ ਸਟਾਫ਼ ਮੈਂਬਰ ਮੌਜੂਦ ਸਨ। xyxy=(784,2221,1527,2306)
brand-email: Info@paigamejagat.com xyxy=(69,40,258,59)
a7-photo-1 xyxy=(1028,1603,1273,1796)
a5-dateline: ਪੈਗਾਮ-ਏ-ਜਗਤ ਢਾਬੀ ਗੁੱਜਰਾਂ/ਪਟਿਆਲਾ 3 ਜਨਵਰੀ (ਪਰਮਜੀਤ ਸਿੰਘ ਪਰਵਾਨਾ) xyxy=(784,1143,1002,1174)
a5-headline: ਜਗਜੀਤ ਸਿੰਘ ਡੱਲੇਵਾਲ ਨੇ ਤੁਰੰਤ ਮੈਡੀਕਲ ਸਹਾਇਤਾ ਲੈਣ ਦੀ ਅਪੀਲ ਮੁੜ ਠੁਕਰਾਈ xyxy=(784,1035,1500,1116)
a1-headline: ਬਰਿੰਦਰ ਗੋਇਲ ਨੇ 70 ਕਰੋੜ ਦੀ ਲਾਗਤ ਵਾਲੇ ਵੱਖ-ਵੱਖ ਵਿਕਾਸ ਪ੍ਰਾਜੈਕਟਾਂ ਦੀ ਕੀਤੀ ਸ਼ੁਰੂਆਤ xyxy=(14,112,709,194)
a7-headline: ਦੇਸ਼ ਭਗਤ ਯੂਨੀਵਰਸਿਟੀ ਵੱਲੋਂ ਸ਼੍ਰੀ ਸੁਖਮਨੀ ਸਾਹਿਬ ਦੇ ਪਾਠ ਨਾਲ ਨਵੇਂ ਸਾਲ ਦਾ ਕੀਤਾ ਗਿਆ ਸਵਾਗਤ xyxy=(784,1495,1475,1577)
divider xyxy=(14,1976,765,1977)
a2-body-mid: ਹੋਣ ਕਰਕੇ ਜ਼ਿਲ੍ਹਾ ਪ੍ਰਸ਼ਾਸਨ ਨੂੰ ਪਤਾ ਲੱਗ ਸਕੇ। ਉਨ੍ਹਾਂ ਨੇ ਹਦਾਇਤ ਕੀਤੀ ਕਿ ਸੀਵਰੇਜ ਟ੍ਰੀਟਮੈਂਟ ਪਲਾਂਟਾਂ ਦੀ ਕਾਰਗੁਜ਼ਾਰੀ, ਲੋਕਾਂ ਨੂੰ ਕੂੜਾ ਪ੍ਰਬੰਧਨ ਅਤੇ ਵਾਤਾਵਰਣ ਦੀ ਸੰਭਾਲ ਲਈ ਜਾਗਰੂਕ ਕਰਨ, ਬਾਇਓ ਮੈਡੀਕਲ ਤੇ ਈ-ਵੇਸਟ ਪ੍ਰਬੰਧਨ, ਫ਼ੈਕਟਰੀਆਂ ਦੀ ਜਾਂਚ ਅਤੇ ਸੀਵਰੇਜ ਜਾਂ ਫ਼ੈਕਟਰੀਆਂ ਦੇ ਪਾਣੀ ਨੂੰ ਬਿਨ੍ਹਾਂ ਸੋਧੇ ਨਾ ਪੈਣ ਦੇਣ ਆਦਿ ਦੇ ਪ੍ਰਬੰਧਾਂ ਦਾ ਜਾਇਜ਼ਾ ਲਿਆ। ਉਨ੍ਹਾਂ ਕਿਹਾ ਕਿ ਖੁੱਲ੍ਹੇ ਵਿੱਚ ਕੂੜਾ ਸੁੱਟਣ ਵਾਲਿਆਂ ਵਿਰੁੱਧ ਕਾਰਵਾਈ ਕੀਤੀ ਜਾਵੇ। xyxy=(1028,390,1273,530)
a7-body: ਇਸ ਸਮਾਗਮ ਵਿੱਚ ਵੱਖ-ਵੱਖ ਵਿਭਾਗਾਂ ਦੇ ਫੈਕਲਟੀ ਮੈਂਬਰਾਂ, ਵਿਦਿਆਰਥੀਆਂ ਅਤੇ ਸਟਾਫ਼ ਨੇ ਉਤਸ਼ਾਹ ਨਾਲ ਭਾਗ ਲਿਆ। ਪ੍ਰੋਗਰਾਮ ਦੌਰਾਨ ਪਾਠ ਦੇ ਭੋਗ ਪਾਏ ਗਏ, ਉਪਰੰਤ ਸਰਬੱਤ ਦੇ ਭਲੇ ਲਈ ਅਰਦਾਸ ਕੀਤੀ ਗਈ। ਇਸ ਮੌਕੇ ਦੇਸ਼ ਭਗਤ ਯੂਨੀਵਰਸਿਟੀ ਦੇ ਚਾਂਸਲਰ ਡਾ. ਜ਼ੋਰਾ ਸਿੰਘ ਅਤੇ ਪ੍ਰੋ-ਚਾਂਸਲਰ ਡਾ. ਤਜਿੰਦਰ ਕੌਰ ਨੇ ਵਿਦਿਆਰਥੀਆਂ ਅਤੇ ਸਟਾਫ਼ ਨੂੰ ਨਵੇਂ ਸਾਲ ਦੀਆਂ ਵਧਾਈਆਂ ਦਿੱਤੀਆਂ। ਆਯਾਤ ਨਾਲ ਕਰਨ ਦੀ ਮਹੱਤਤਾ 'ਤੇ ਜ਼ੋਰ ਦਿੱਤਾ। ਸਮਾਨਤਾ ਦੇ ਪ੍ਰਤੀਕ ਲੰਗਰ ਨਾਲ ਹੋਈ। ਇਸ ਮੌਕੇ ਦੇਸ਼ ਭਗਤ ਗਲੋਬਲ ਸਕੂਲ ਦੇ ਐਮ.ਡੀ. ਡਾ. ਹਰਸ਼ ਸਦਾਵਰਤੀ, ਵਾਇਸ ਪ੍ਰੈਜ਼ੀਡੈਂਟ ਡਾ. ਹਰਸ਼ਾ ਸਦਾਵਰਤੀ ਅਤੇ ਪਰਫਾਰਮਿੰਗ ਆਰਟਸ ਐਂਡ ਮੀਡੀਆ ਦੇ ਡਾਇਰੈਕਟਰ ਡਾ. ਸੁਰਜੀਤ ਕੌਰ ਪੱਥਰ ਸਮੇਤ ਕਈ ਪ੍ਰਮੁੱਖ ਸ਼ਖ਼ਸੀਅਤਾਂ ਨੇ ਵੀ ਹਾਜ਼ਰੀ ਭਰੀ। xyxy=(784,1805,1527,1890)
paper-logo-icon xyxy=(1461,6,1532,77)
divider xyxy=(784,670,1527,671)
a7-dateline: ਪੈਗਾਮ-ਏ-ਜਗਤ/ਮੰਡੀ ਗੋਬਿੰਦਗੜ੍ਹ 3 ਜਨਵਰੀ (ਪਰਮਜੀਤ ਸਿੰਘ ਪਰਵਾਨਾ) xyxy=(784,1605,976,1636)
section-title: ਖ਼ਬਰਨਾਮਾ xyxy=(675,8,865,68)
divider xyxy=(14,710,765,711)
a8-photo xyxy=(258,1626,765,1823)
a2-photo xyxy=(1028,219,1273,381)
a10-dateline: ਪੈਗਾਮ-ਏ-ਜਗਤ ਮਾਹਿਲਪੁਰ (ਸਤਨਾਮ ਸਿੰਘ ਸਹੂੰਗੜਾ) xyxy=(14,2088,239,2102)
a4-headline: ਪੰਜਾਬ ਪਬਲਿਕ ਸਰਵਿਸ ਕਮਿਸ਼ਨ ਦੇ ਚੇਅਰਮੈਨ ਜਤਿੰਦਰ ਸਿੰਘ ਔਲਖ ਹੋਏ ਸੇਵਾਮੁਕਤ xyxy=(14,718,726,799)
a8-body-top: ਦਿੱਲੀ ਜੇਤਰ ਮੰਤਰ ਤੇ ਮੈਡੀਕਲ ਪ੍ਰੈਕਟੀਸ਼ਨਰਜ਼ ਦੀਆਂ ਮੰਗਾਂ ਤੇ ਅਮਿਤ ਸ਼ਾਹ ਦੇ ਕੋਝੇ ਬਿਆਨ ਸਬੰਧੀ ਮੰਗ ਪੱਤਰ ਦਿੱਤਾ ਗਿਆ। ਆਲ ਇੰਡੀਆ ਮੈਡੀਕਲ ਪ੍ਰੈਕਟੀਸ਼ਨਰਜ਼ ਫੈਡਰੇਸ਼ਨ ਦੇ ਕੌਮੀ ਪ੍ਰਧਾਨ ਡਾ ਰਮੇਸ਼ ਕੁਮਾਰ ਬਾਲੀ ਵਲੋਂ ਮੰਗ ਪੱਤਰ ਦੇਸ਼ ਦੇ ਰਾਸ਼ਟਰਪਤੀ ਦਰੋਪਦੀ ਮੁਰਮੂ ਪ੍ਰਧਾਨ ਮੰਤਰੀ ਨਰਿੰਦਰ ਮੋਦੀ, ਕੇਂਦਰੀ ਸਿਹਤ ਮੰਤਰੀ ਤੇ ਗ੍ਰਹਿ ਮੰਤਰੀ ਨੂੰ ਭੇਜਿਆ ਗਿਆ। xyxy=(14,1663,245,1785)
a2-body-right: ਪ੍ਰਬੰਧਨ ਪਲਾਨ ਨੂੰ ਸਖ਼ਤੀ ਨਾਲ ਲਾਗੂ ਕਰਨ ਲਈ ਸਮੂਹ ਈ.ਓਜ਼ ਆਪਣੇ ਸ਼ਹਿਰਾਂ ਨੂੰ ਪਲਾਸਟਿਕ ਮੁਕਤ ਬਣਾਉਣ ਅਤੇ ਕੂੜਾ ਚੁੱਕਣ ਦੇ ਪੁਖ਼ਤਾ ਪ੍ਰਬੰਧ ਕਰਨ। ਵੱਧ ਕਰਨ। ਪੰਜਾਬ ਪ੍ਰਦੂਸ਼ਣ ਰੋਕਥਾਮ ਬੋਰਡ ਦੇ ਵਾਤਾਵਰਣ ਇੰਜੀਨੀਅਰ ਗੁਰਕਰਨ ਸਿੰਘ ਨੇ ਮੀਟਿੰਗ ਦੀ ਕਾਰਵਾਈ ਚਲਾਉਂਦਿਆਂ ਦੱਸਿਆ ਕਿ ਕੌਮੀ ਗਰੀਨ ਟ੍ਰਿਬਿਊਨਲ ਦੀਆਂ ਹਦਾਇਤਾਂ ਮੁਤਾਬਕ ਜ਼ਿਲ੍ਹਾ ਵਾਤਾਵਰਣ ਪਲਾਨ ਤਹਿਤ ਹੋਣ ਵਾਲੇ ਕੰਮਾਂ ਦੀ ਹਰ ਮਹੀਨੇ ਸਮੀਖਿਆ ਕੀਤੀ ਜਾਂਦੀ ਹੈ ਤਾਂ ਜੋ ਵਾਤਾਵਰਣ ਨੂੰ ਸਾਫ਼-ਸੁਥਰਾ ਰੱਖਿਆ ਜਾ ਸਕੇ। xyxy=(1284,221,1527,378)
page-number: 4 xyxy=(15,8,50,65)
a5-photo xyxy=(1020,1141,1324,1341)
